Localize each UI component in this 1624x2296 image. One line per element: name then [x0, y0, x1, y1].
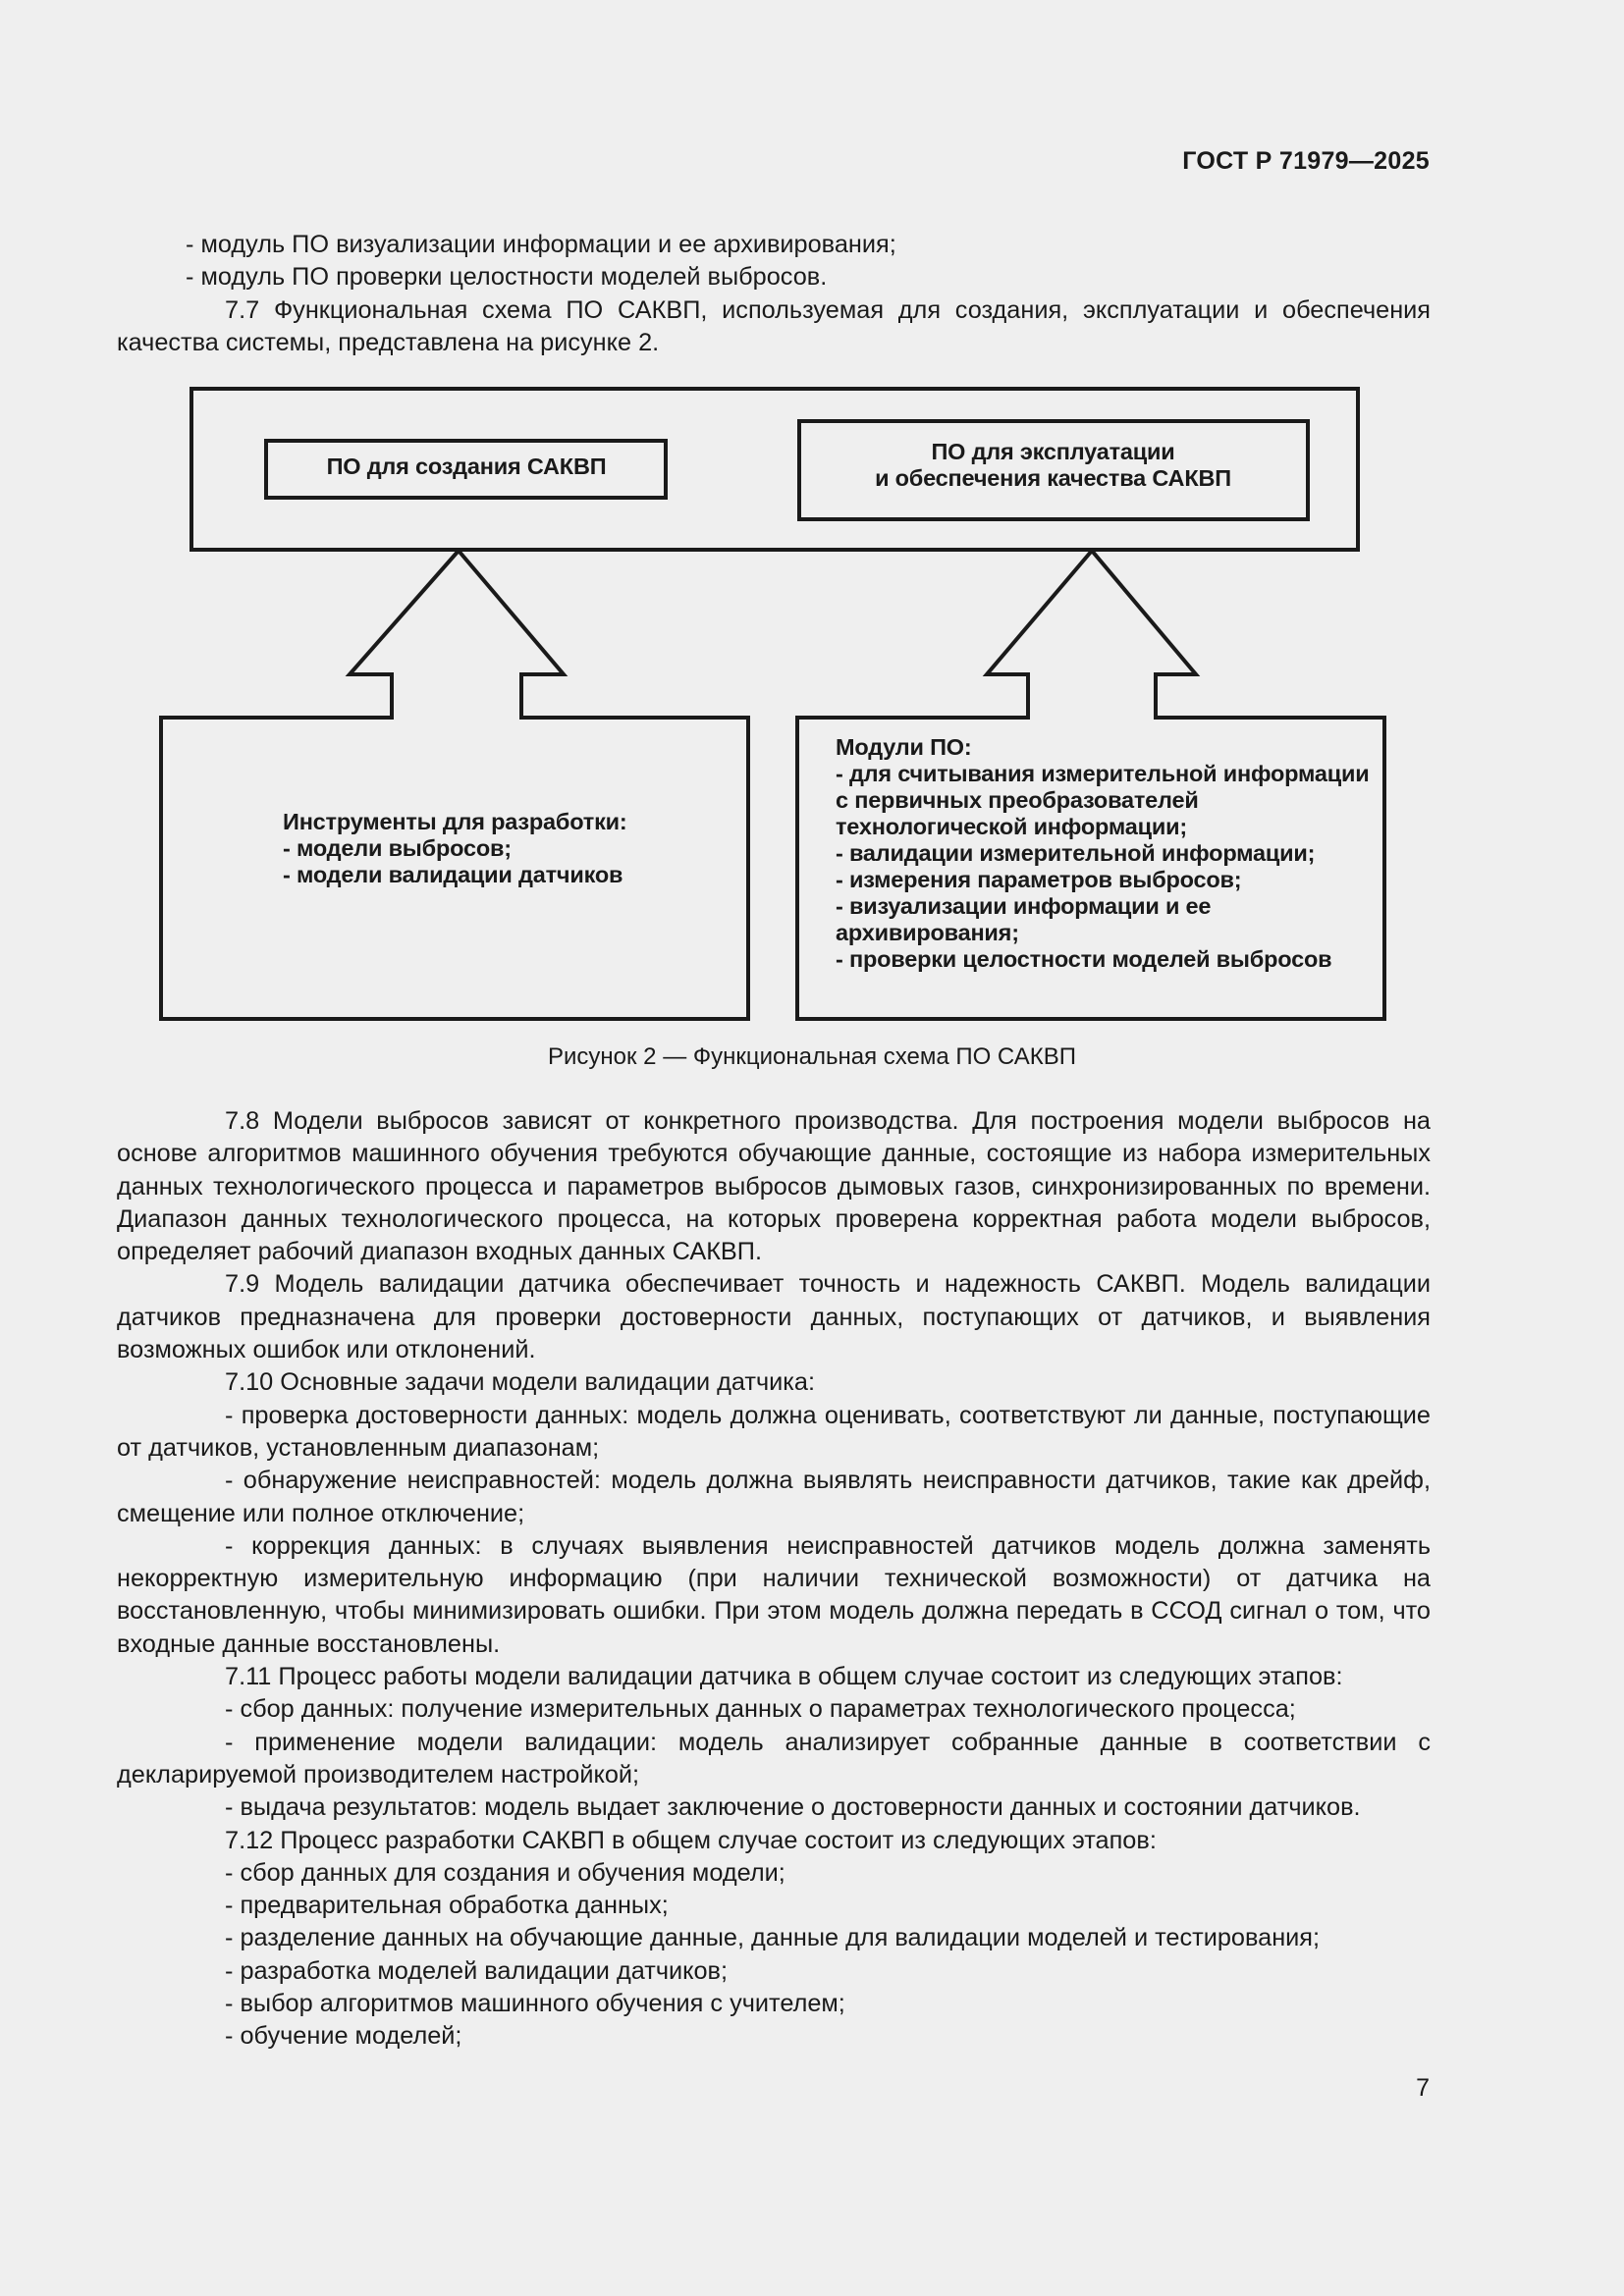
- list-item: - применение модели валидации: модель анализирует собранные данные в соответствии с декларируемой производителем настройкой;: [117, 1728, 1431, 1789]
- list-item: - разделение данных на обучающие данные, данные для валидации моделей и тестирования;: [225, 1924, 1321, 1952]
- paragraph-7-10: 7.10 Основные задачи модели валидации датчика:: [225, 1368, 816, 1397]
- list-item: - обучение моделей;: [225, 2022, 462, 2051]
- paragraph-7-12: 7.12 Процесс разработки САКВП в общем случае состоит из следующих этапов:: [225, 1826, 1157, 1854]
- list-item: - коррекция данных: в случаях выявления неисправностей датчиков модель должна заменять некорректную измерительную информацию (при наличии технической возможности) от датчика на восстановленную, чтобы минимизировать ошибки. При этом модель должна передать в ССОД сигнал о том, что входные данные восстановлены.: [117, 1531, 1431, 1658]
- list-item: - проверка достоверности данных: модель должна оценивать, соответствуют ли данные, поступающие от датчиков, установленным диапазонам;: [117, 1401, 1431, 1462]
- list-item: - выдача результатов: модель выдает заключение о достоверности данных и состоянии датчиков.: [225, 1793, 1361, 1822]
- list-item: - разработка моделей валидации датчиков;: [225, 1956, 729, 1985]
- list-item: - обнаружение неисправностей: модель должна выявлять неисправности датчиков, такие как дрейф, смещение или полное отключение;: [117, 1467, 1431, 1527]
- create-software-label: ПО для создания САКВП: [326, 454, 607, 479]
- figure-caption: Рисунок 2 — Функциональная схема ПО САКВП: [548, 1043, 1076, 1070]
- paragraph-7-11: 7.11 Процесс работы модели валидации датчика в общем случае состоит из следующих этапов:: [225, 1663, 1343, 1691]
- intro-block: [117, 229, 1431, 359]
- list-item: - выбор алгоритмов машинного обучения с учителем;: [225, 1990, 845, 2018]
- list-item: - модуль ПО визуализации информации и ее архивирования;: [186, 231, 896, 258]
- page-number: 7: [1416, 2074, 1430, 2102]
- paragraph-7-9: 7.9 Модель валидации датчика обеспечивает точность и надежность САКВП. Модель валидации датчиков предназначена для проверки достоверности данных, поступающих от датчиков, и выявления возможных ошибок или отклонений.: [117, 1270, 1431, 1364]
- operate-software-label: ПО для эксплуатации и обеспечения качества САКВП: [875, 439, 1231, 491]
- standard-header: ГОСТ Р 71979—2025: [1182, 147, 1430, 175]
- paragraph-7-7: 7.7 Функциональная схема ПО САКВП, используемая для создания, эксплуатации и обеспечения качества системы, представлена на рисунке 2.: [117, 295, 1431, 356]
- software-modules-text: Модули ПО: - для считывания измерительной информации с первичных преобразователей технологической информации; - валидации измерительной информации; - измерения параметров выбросов; - визуализации информации и ее архивирования; - проверки целостности моделей выбросов: [836, 734, 1370, 972]
- list-item: - модуль ПО проверки целостности моделей выбросов.: [186, 263, 828, 292]
- development-tools-text: Инструменты для разработки: - модели выбросов; - модели валидации датчиков: [283, 809, 627, 887]
- list-item: - предварительная обработка данных;: [225, 1892, 669, 1920]
- paragraph-7-8: 7.8 Модели выбросов зависят от конкретного производства. Для построения модели выбросов на основе алгоритмов машинного обучения требуются обучающие данные, состоящие из набора измерительных данных технологического процесса и параметров выбросов дымовых газов, синхронизированных по времени. Диапазон данных технологического процесса, на которых проверена корректная работа модели выбросов, определяет рабочий диапазон входных данных САКВП.: [117, 1107, 1431, 1266]
- list-item: - сбор данных для создания и обучения модели;: [225, 1858, 785, 1887]
- list-item: - сбор данных: получение измерительных данных о параметрах технологического процесса;: [225, 1695, 1296, 1724]
- main-text-block: [117, 1105, 1431, 2054]
- left-arrow-to-tools: [161, 551, 748, 1019]
